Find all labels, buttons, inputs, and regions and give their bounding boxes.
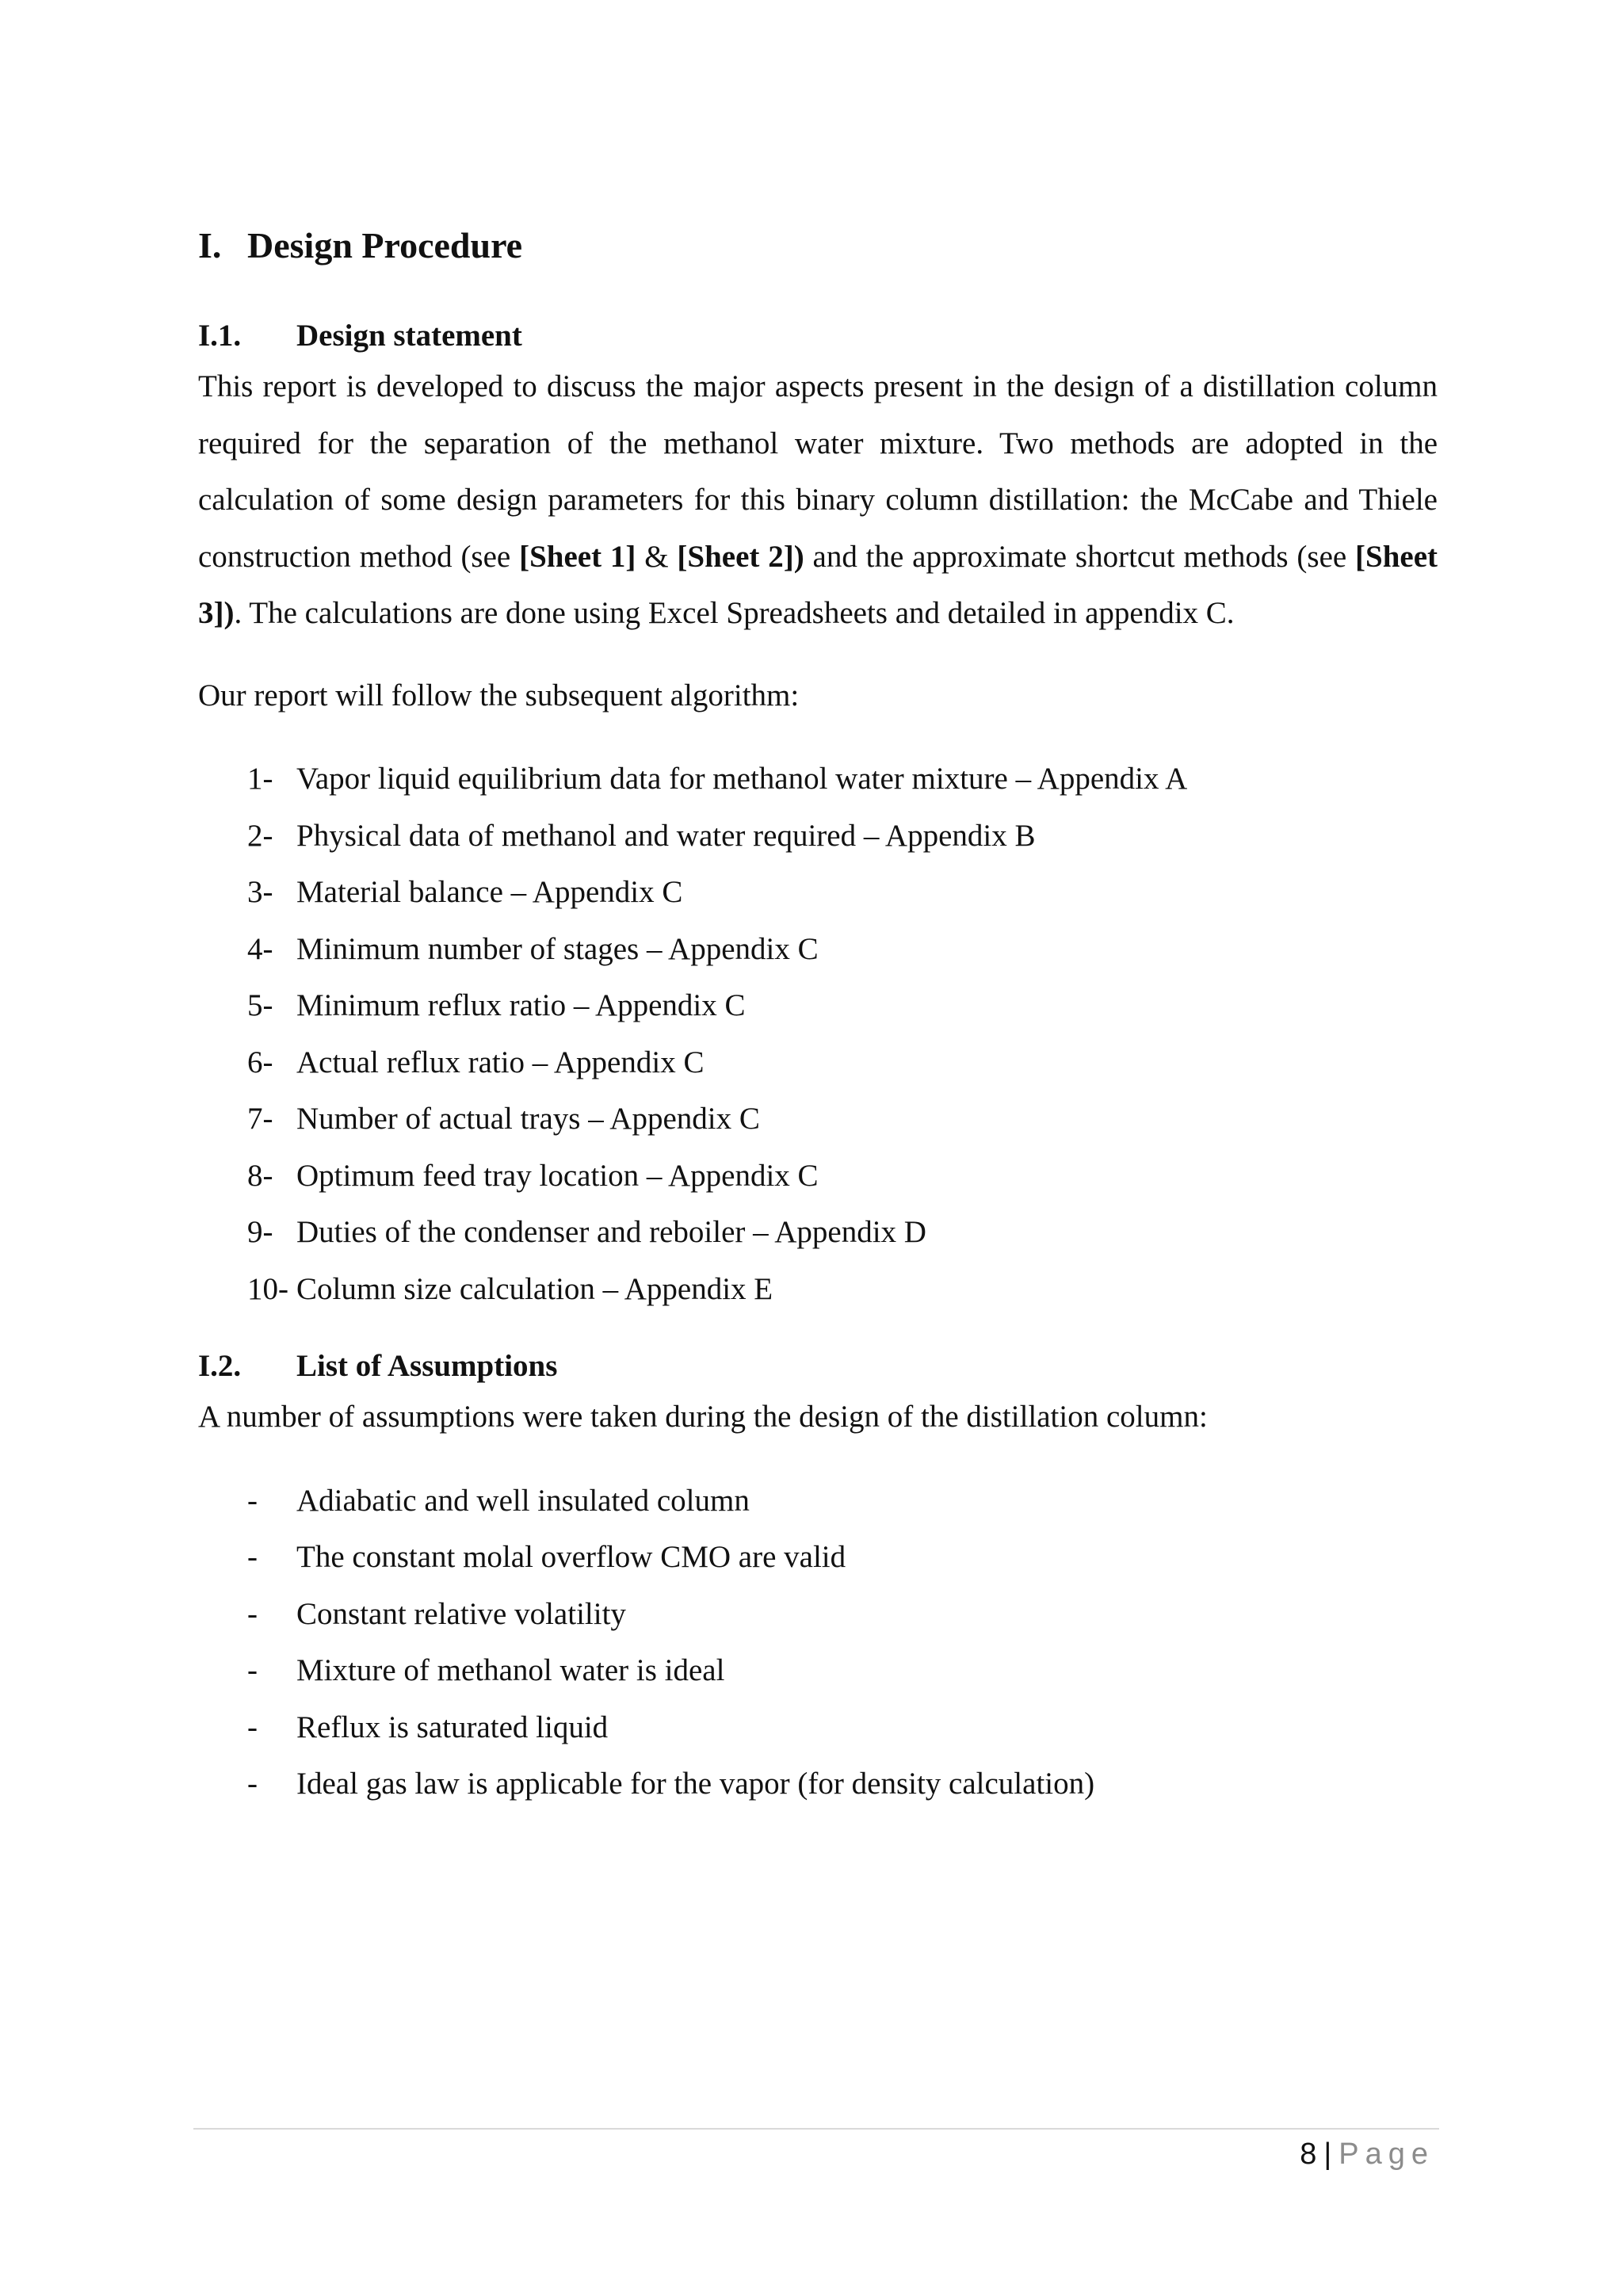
list-marker: 4- [247, 931, 273, 966]
footer-divider [193, 2128, 1439, 2130]
sheet-3-reference: [Sheet 3]) [198, 539, 1438, 630]
list-marker: 1- [247, 762, 273, 796]
subsection-number: I.2. [198, 1349, 242, 1383]
list-item [198, 1473, 1438, 1530]
list-marker: - [247, 1540, 258, 1574]
list-item-text: Minimum number of stages – Appendix C [296, 931, 819, 966]
list-marker: 7- [247, 1102, 273, 1136]
list-marker: - [247, 1653, 258, 1687]
paragraph-text: This report is developed to discuss the major aspects present in the design of a distillation column required for the separation of the methanol water mixture. Two methods are adopted in the calculation of some design parameters for this binary column distillation: the McCabe and Thiele construction method (see [198, 369, 1438, 574]
list-item-text: Column size calculation – Appendix E [296, 1271, 773, 1306]
algorithm-list [198, 751, 1438, 1317]
paragraph-text: & [636, 539, 678, 574]
list-marker: - [247, 1767, 258, 1801]
list-marker: 8- [247, 1158, 273, 1193]
list-item-text: Duties of the condenser and reboiler – Appendix D [296, 1215, 926, 1249]
page-number: 8 [1300, 2137, 1318, 2171]
list-item [198, 1699, 1438, 1756]
list-item [198, 1091, 1438, 1148]
list-item-text: Ideal gas law is applicable for the vapor (for density calculation) [296, 1767, 1095, 1801]
page-content [198, 220, 1438, 1813]
page-footer [1300, 2134, 1434, 2175]
page-label: Page [1338, 2137, 1434, 2171]
paragraph-text: . The calculations are done using Excel Spreadsheets and detailed in appendix C. [234, 596, 1235, 630]
list-marker: - [247, 1710, 258, 1744]
list-item-text: Mixture of methanol water is ideal [296, 1653, 725, 1687]
list-marker: 9- [247, 1215, 273, 1249]
paragraph-text: and the approximate shortcut methods (see [804, 539, 1356, 574]
list-item-text: The constant molal overflow CMO are valid [296, 1540, 846, 1574]
section-heading-title: Design Procedure [247, 225, 523, 266]
list-item [198, 1755, 1438, 1813]
section-heading-number: I. [198, 225, 222, 266]
list-marker: - [247, 1483, 258, 1518]
list-item [198, 1529, 1438, 1586]
list-marker: 6- [247, 1045, 273, 1079]
section-heading [198, 220, 1438, 271]
list-item [198, 864, 1438, 921]
list-item-text: Adiabatic and well insulated column [296, 1483, 750, 1518]
list-item [198, 808, 1438, 865]
list-item-text: Material balance – Appendix C [296, 875, 683, 909]
list-item [198, 977, 1438, 1034]
list-item [198, 1148, 1438, 1205]
list-item-text: Minimum reflux ratio – Appendix C [296, 988, 746, 1022]
subsection-number: I.1. [198, 319, 242, 353]
design-statement-paragraph [198, 358, 1438, 642]
subsection-title: Design statement [296, 319, 522, 353]
assumptions-list [198, 1473, 1438, 1813]
list-item [198, 1586, 1438, 1643]
list-item-text: Optimum feed tray location – Appendix C [296, 1158, 819, 1193]
assumptions-intro: A number of assumptions were taken during the design of the distillation column: [198, 1400, 1208, 1434]
footer-separator: | [1323, 2137, 1333, 2171]
algorithm-intro: Our report will follow the subsequent algorithm: [198, 678, 800, 712]
list-item-text: Constant relative volatility [296, 1596, 626, 1631]
list-item [198, 1204, 1438, 1261]
list-item-text: Number of actual trays – Appendix C [296, 1102, 760, 1136]
list-item [198, 921, 1438, 978]
list-item [198, 1261, 1438, 1318]
list-marker: 10- [247, 1271, 288, 1306]
list-item [198, 1642, 1438, 1699]
list-item-text: Actual reflux ratio – Appendix C [296, 1045, 705, 1079]
sheet-1-reference: [Sheet 1] [519, 539, 636, 574]
list-item-text: Vapor liquid equilibrium data for methanol water mixture – Appendix A [296, 762, 1188, 796]
list-item-text: Physical data of methanol and water required – Appendix B [296, 818, 1036, 853]
list-item [198, 1034, 1438, 1091]
list-marker: 5- [247, 988, 273, 1022]
list-item-text: Reflux is saturated liquid [296, 1710, 609, 1744]
list-item [198, 751, 1438, 808]
list-marker: 3- [247, 875, 273, 909]
list-marker: - [247, 1596, 258, 1631]
list-marker: 2- [247, 818, 273, 853]
subsection-heading-assumptions [198, 1344, 1438, 1389]
subsection-title: List of Assumptions [296, 1349, 558, 1383]
subsection-heading-design-statement [198, 314, 1438, 358]
sheet-2-reference: [Sheet 2]) [677, 539, 804, 574]
